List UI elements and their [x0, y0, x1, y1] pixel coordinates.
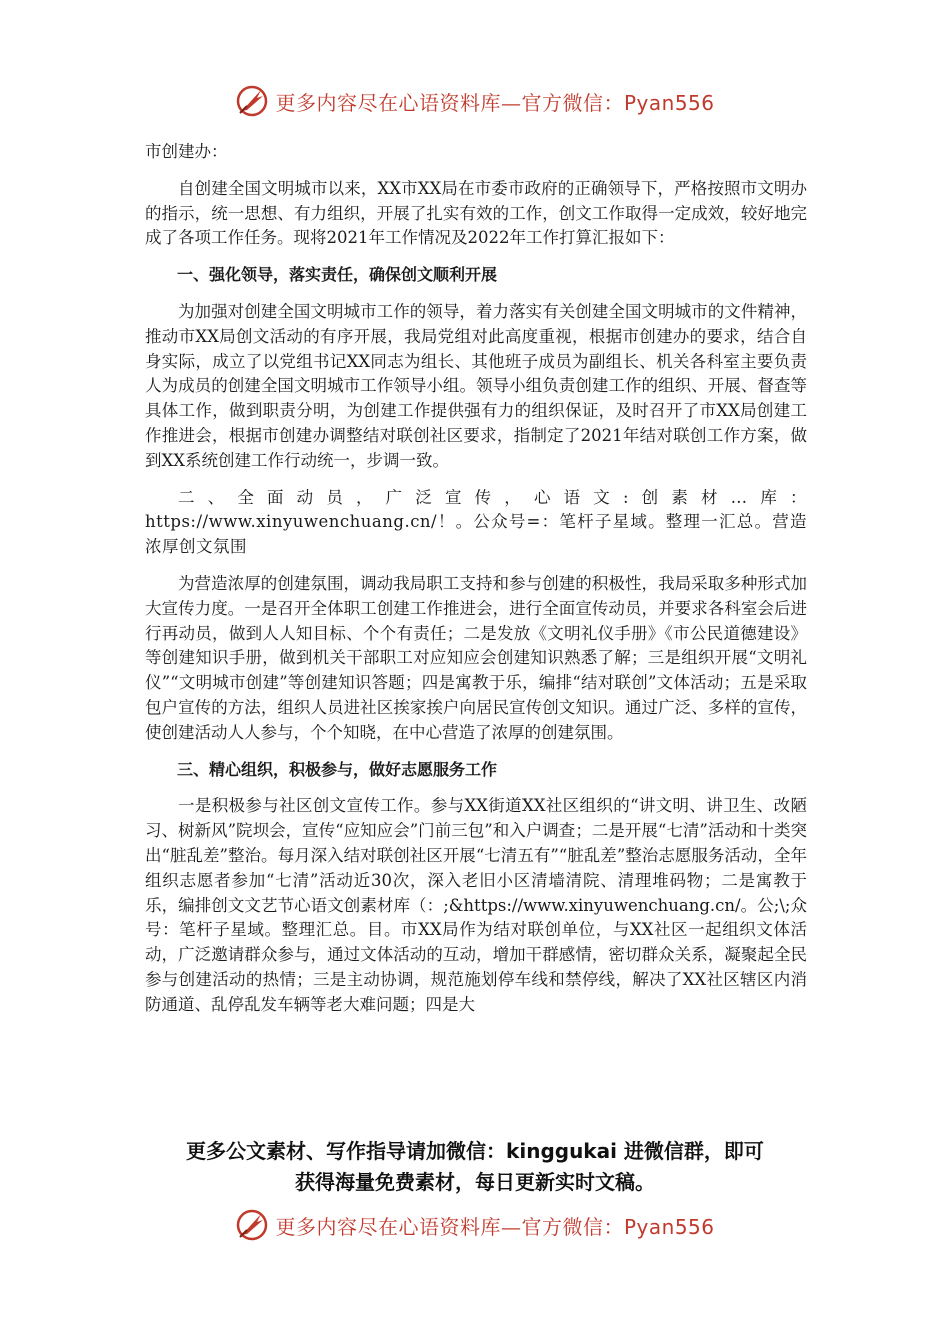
banner-text: [275, 87, 714, 116]
footer-promo-note: [0, 1136, 950, 1198]
section-heading-1: 一、强化领导，落实责任，确保创文顺利开展: [177, 265, 498, 285]
section-3-paragraph: 一是积极参与社区创文宣传工作。参与XX街道XX社区组织的“讲文明、讲卫生、改陋习、树新风”院坝会，宣传“应知应会”门前三包”和入户调查；二是开展“七清”活动和十类突出“脏乱差”整治。每月深入结对联创社区开展“七清五有”“脏乱差”整治志愿服务活动，全年组织志愿者参加“七清”活动近30次，深入老旧小区清墙清院、清理堆码物；二是寓教于乐，编排创文文艺节心语文创素材库（：;&https://www.xinyuwenchuang.cn/。公;\;众号：笔杆子星域。整理汇总。目。市XX局作为结对联创单位，与XX社区一起组织文体活动，广泛邀请群众参与，通过文体活动的互动，增加干群感情，密切群众关系，凝聚起全民参与创建活动的热情；三是主动协调，规范施划停车线和禁停线，解决了XX社区辖区内消防通道、乱停乱发车辆等老大难问题；四是大: [145, 796, 807, 1014]
banner-wechat-id: Pyan556: [623, 1214, 715, 1239]
section-2-paragraph: 为营造浓厚的创建氛围，调动我局职工支持和参与创建的积极性，我局采取多种形式加大宣传力度。一是召开全体职工创建工作推进会，进行全面宣传动员，并要求各科室会后进行再动员，做到人人知目标、个个有责任；二是发放《文明礼仪手册》《市公民道德建设》等创建知识手册，做到机关干部职工对应知应会创建知识熟悉了解；三是组织开展“文明礼仪”“文明城市创建”等创建知识答题；四是寓教于乐，编排“结对联创”文体活动；五是采取包户宣传的方法，组织人员进社区挨家挨户向居民宣传创文知识。通过广泛、多样的宣传，使创建活动人人参与，个个知晓，在中心营造了浓厚的创建氛围。: [145, 573, 807, 742]
section-heading-3: 三、精心组织，积极参与，做好志愿服务工作: [177, 759, 498, 779]
footer-note-line-2: 获得海量免费素材，每日更新实时文稿。: [295, 1170, 655, 1194]
document-body: [145, 140, 807, 1018]
footer-note-line-1: 更多公文素材、写作指导请加微信：kinggukai 进微信群，即可: [186, 1139, 764, 1163]
banner-text: [275, 1211, 714, 1240]
banner-label: 更多内容尽在心语资料库—官方微信：: [275, 90, 624, 115]
quill-pen-logo-icon: [235, 1208, 269, 1242]
salutation: 市创建办：: [145, 142, 228, 161]
section-1-paragraph: 为加强对创建全国文明城市工作的领导，着力落实有关创建全国文明城市的文件精神，推动市XX局创文活动的有序开展，我局党组对此高度重视，根据市创建办的要求，结合自身实际，成立了以党组书记XX同志为组长、其他班子成员为副组长、机关各科室主要负责人为成员的创建全国文明城市工作领导小组。领导小组负责创建工作的组织、开展、督查等具体工作，做到职责分明，为创建工作提供强有力的组织保证，及时召开了市XX局创建工作推进会，根据市创建办调整结对联创社区要求，指制定了2021年结对联创工作方案，做到XX系统创建工作行动统一，步调一致。: [145, 301, 807, 470]
intro-paragraph: 自创建全国文明城市以来，XX市XX局在市委市政府的正确领导下，严格按照市文明办的指示，统一思想、有力组织，开展了扎实有效的工作，创文工作取得一定成效，较好地完成了各项工作任务。现将2021年工作情况及2022年工作打算汇报如下：: [145, 178, 807, 248]
section-heading-2: 二、全面动员，广泛宣传，心语文:创素材…库：https://www.xinyuwenchuang.cn/！。公众号=：笔杆子星域。整理一汇总。营造浓厚创文氛围: [145, 487, 807, 557]
banner-wechat-id: Pyan556: [623, 90, 715, 115]
footer-banner[interactable]: [0, 1208, 950, 1242]
quill-pen-logo-icon: [235, 84, 269, 118]
banner-label: 更多内容尽在心语资料库—官方微信：: [275, 1214, 624, 1239]
header-banner[interactable]: [0, 84, 950, 118]
